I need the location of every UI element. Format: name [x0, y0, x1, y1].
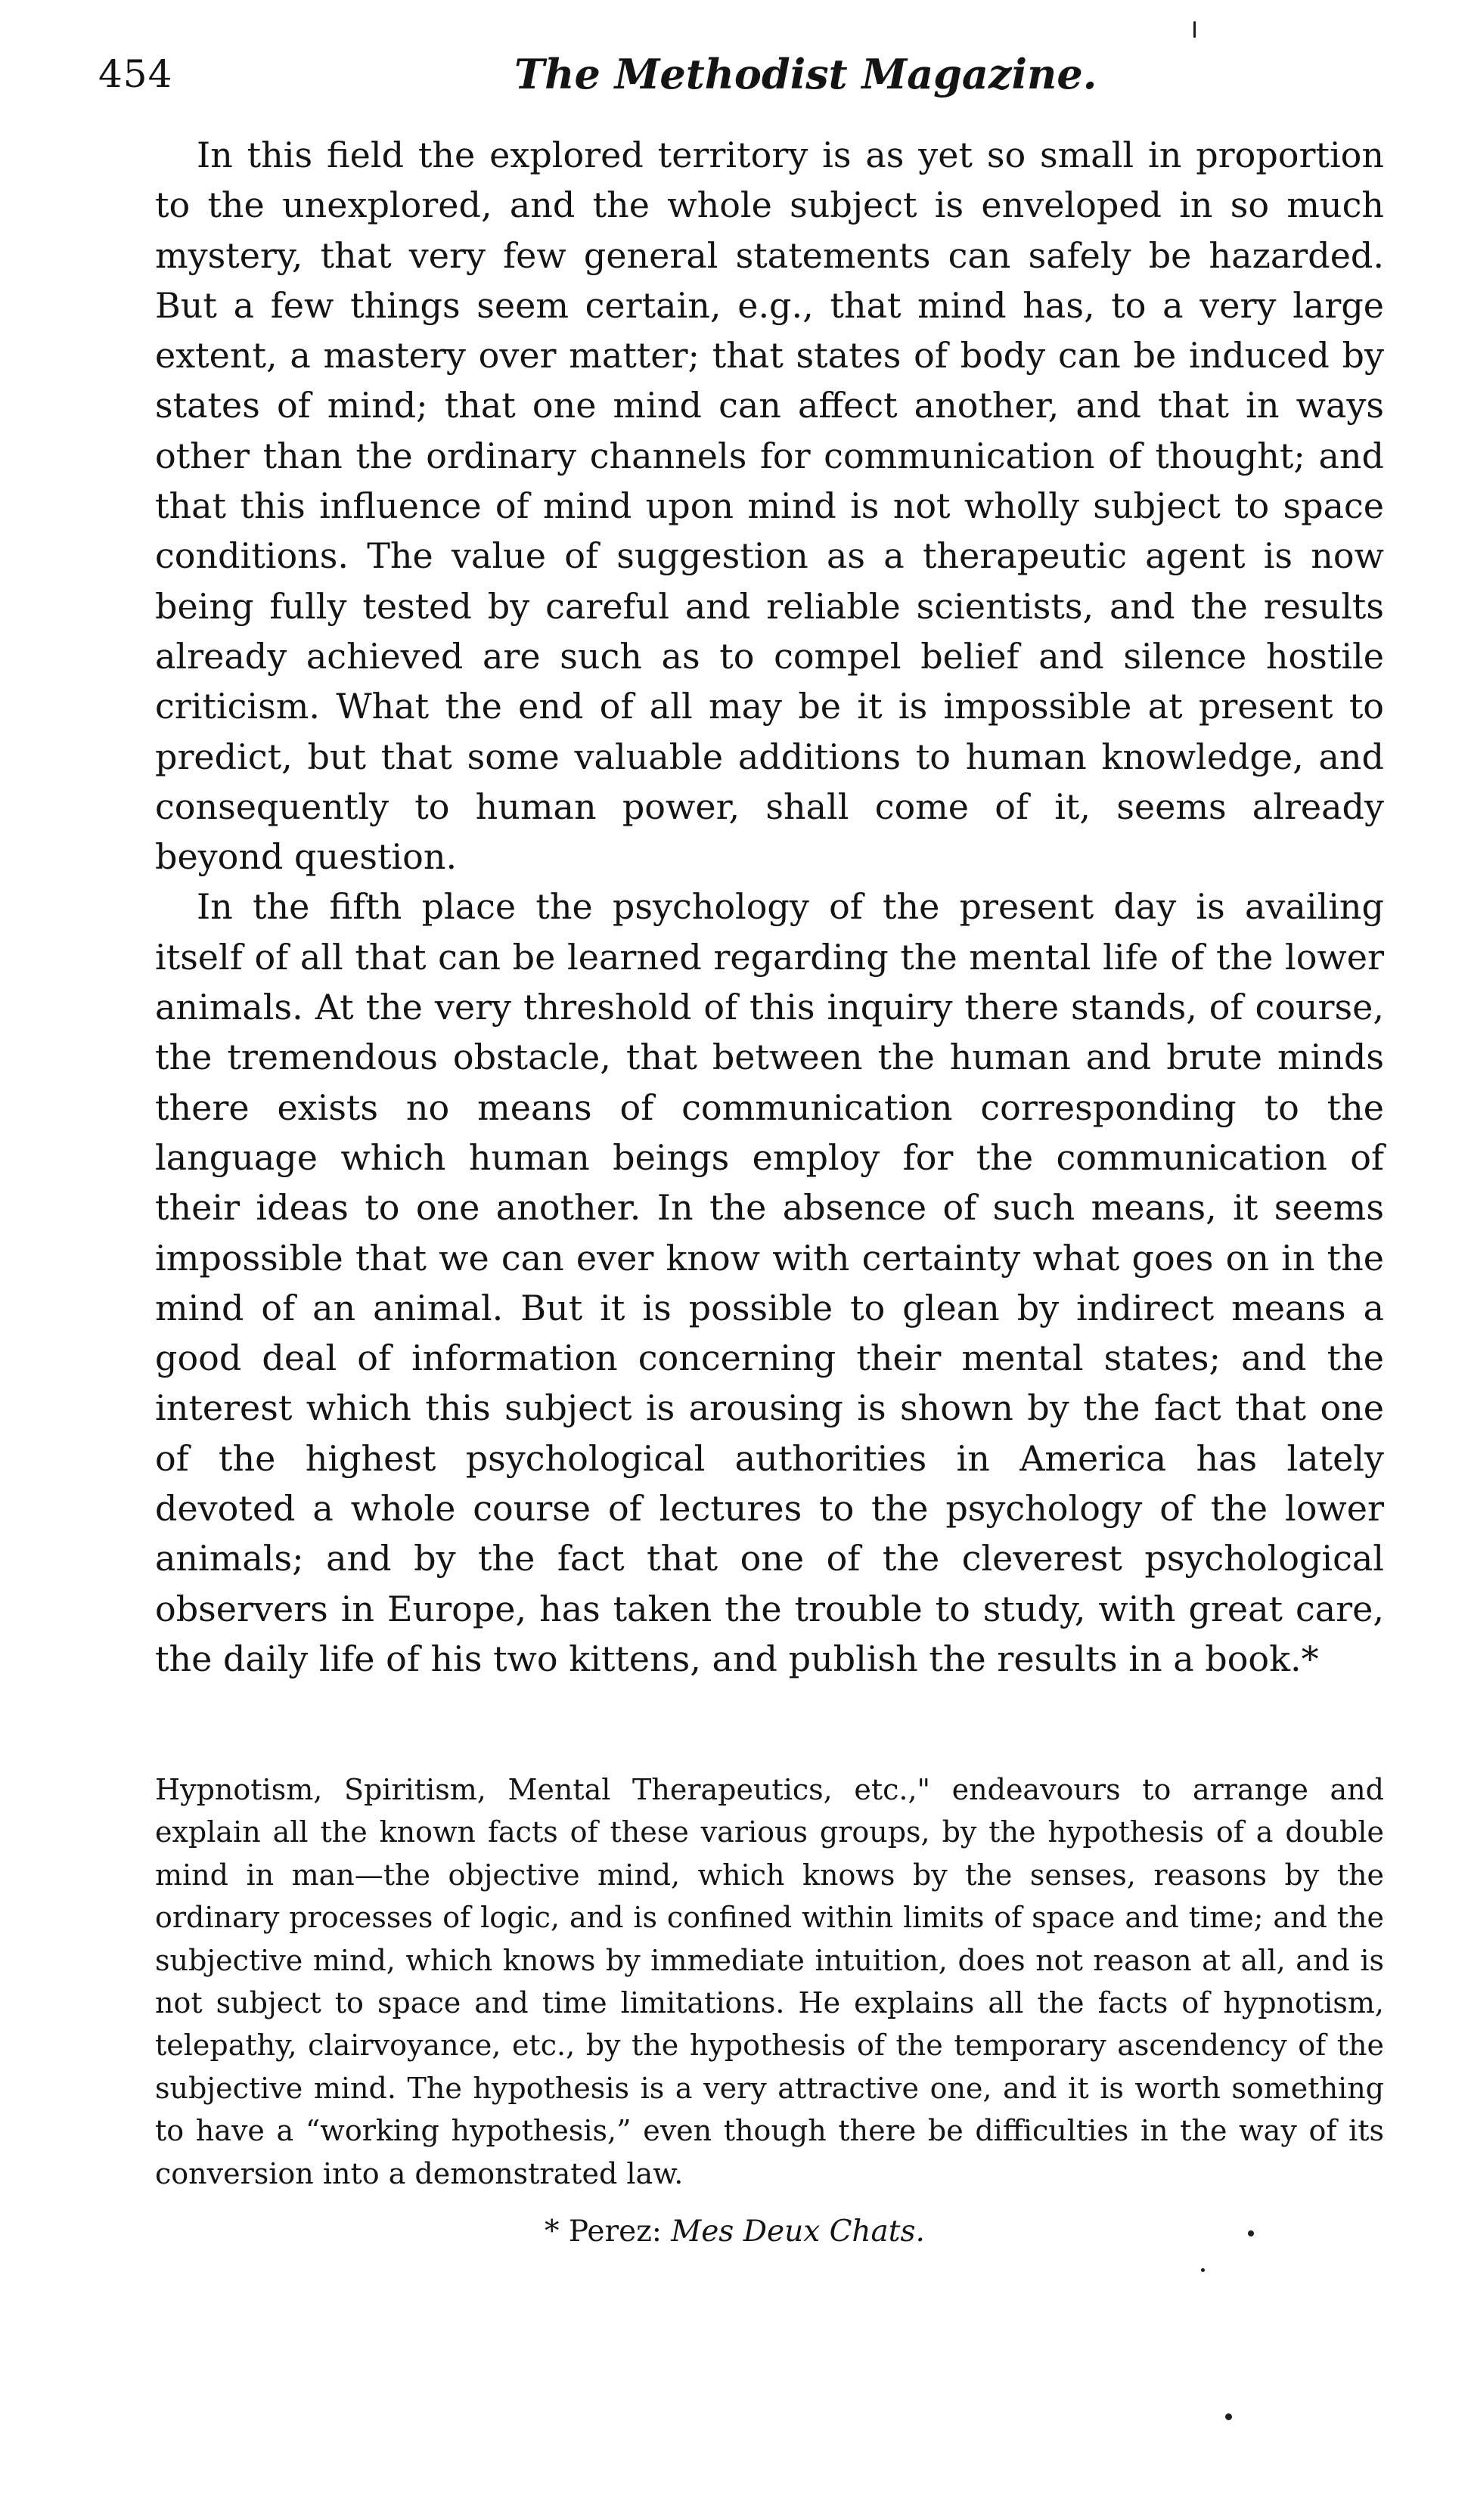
page-number: 454 — [98, 52, 173, 96]
footnote-marker: * — [545, 2215, 560, 2249]
body-text — [155, 130, 1384, 1684]
footnote-continuation: Hypnotism, Spiritism, Mental Therapeutics, etc.," endeavours to arrange and explain all the known facts of these various groups, by the hypothesis of a double mind in man—the objective mind, which knows by the senses, reasons by the ordinary processes of logic, and is confined within limits of space and time; and the subjective mind, which knows by immediate intuition, does not reason at all, and is not subject to space and time limitations. He explains all the facts of hypnotism, telepathy, clairvoyance, etc., by the hypothesis of the temporary ascendency of the subjective mind. The hypothesis is a very attractive one, and it is worth something to have a “working hypothesis,” even though there be difficulties in the way of its conversion into a demonstrated law. — [155, 1773, 1384, 2190]
running-head — [98, 44, 1384, 104]
ink-speck — [1201, 2268, 1205, 2272]
ink-speck — [1248, 2230, 1254, 2236]
footnote-work-title: Mes Deux Chats. — [671, 2215, 925, 2249]
paragraph-animal-psychology: In the fifth place the psychology of the present day is availing itself of all that can be learned regarding the mental life of the lower animals. At the very threshold of this inquiry there stands, of course, the tremendous obstacle, that between the human and brute minds there exists no means of communication corresponding to the language which human beings employ for the communication of their ideas to one another. In the absence of such means, it seems impossible that we can ever know with certainty what goes on in the mind of an animal. But it is possible to glean by indirect means a good deal of information concerning their mental states; and the interest which this subject is arousing is shown by the fact that one of the highest psychological authorities in America has lately devoted a whole course of lectures to the psychology of the lower animals; and by the fact that one of the cleverest psychological observers in Europe, has taken the trouble to study, with great care, the daily life of his two kittens, and publish the results in a book.* — [155, 886, 1384, 1679]
footnote-author: Perez: — [568, 2215, 662, 2249]
footnote-reference — [545, 2209, 925, 2255]
journal-title: The Methodist Magazine. — [514, 50, 1097, 98]
ink-speck — [1225, 2413, 1232, 2420]
ink-speck — [1193, 21, 1196, 38]
paragraph-hypnotism-field: In this field the explored territory is as yet so small in proportion to the unexplored, and the whole subject is enveloped in so much mystery, that very few general statements can safely be hazarded. But a few things seem certain, e.g., that mind has, to a very large extent, a mastery over matter; that states of body can be induced by states of mind; that one mind can affect another, and that in ways other than the ordinary channels for communication of thought; and that this influence of mind upon mind is not wholly subject to space conditions. The value of suggestion as a therapeutic agent is now being fully tested by careful and reliable scientists, and the results already achieved are such as to compel belief and silence hostile criticism. What the end of all may be it is impossible at present to predict, but that some valuable additions to human knowledge, and consequently to human power, shall come of it, seems already beyond question. — [155, 135, 1384, 878]
